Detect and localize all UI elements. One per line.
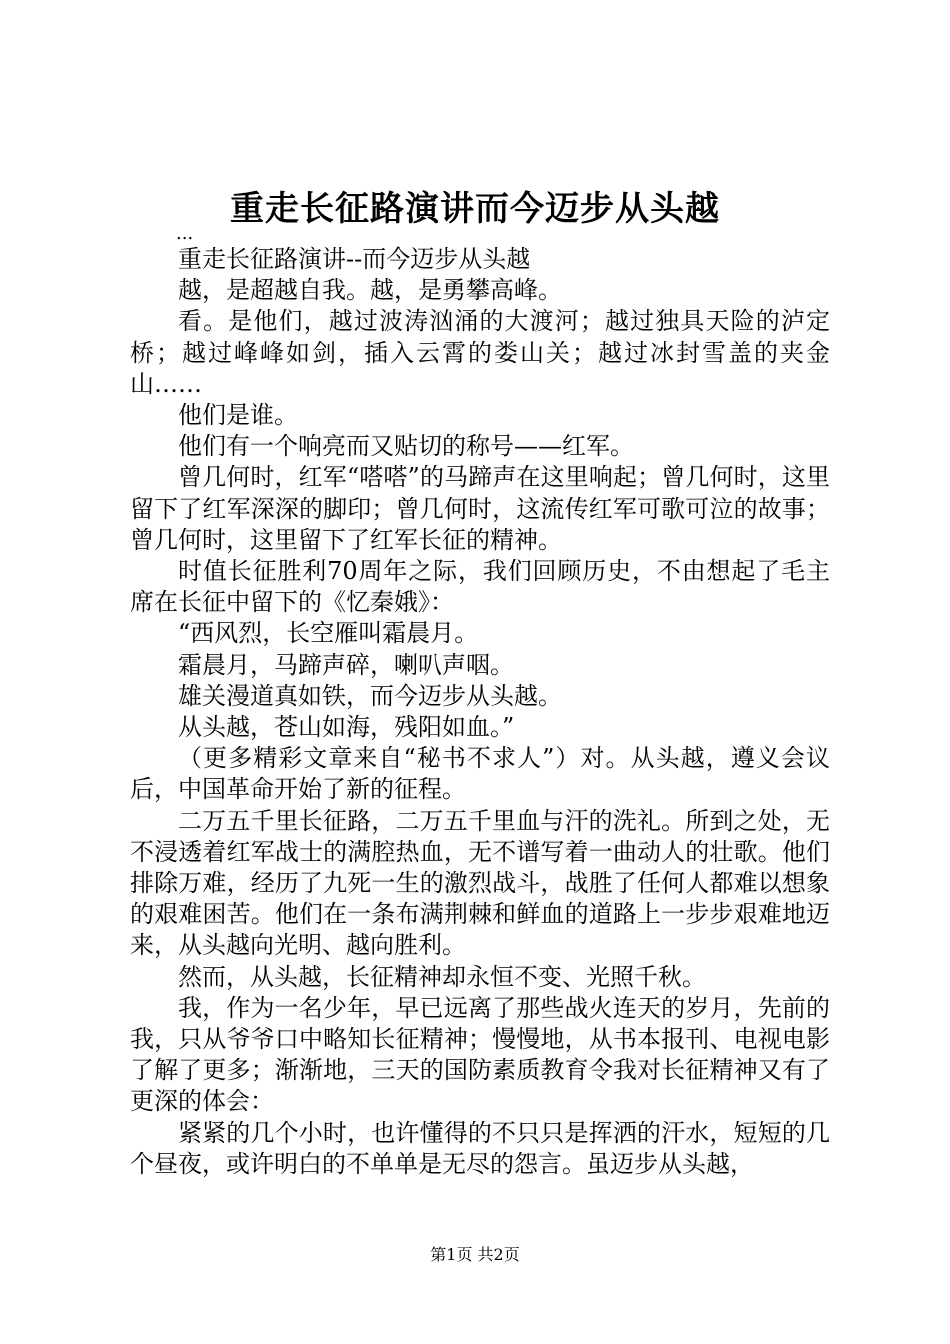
document-body: [130, 224, 830, 1180]
paragraph: 他们有一个响亮而又贴切的称号——红军。: [178, 432, 634, 461]
document-title: 重走长征路演讲而今迈步从头越: [230, 189, 720, 229]
paragraph: 重走长征路演讲--而今迈步从头越: [178, 245, 531, 273]
poem-line: “西风烈，长空雁叫霜晨月。: [178, 619, 479, 648]
paragraph: 曾几何时，红军“嗒嗒”的马蹄声在这里响起；曾几何时，这里留下了红军深深的脚印；曾几何时，这流传红军可歌可泣的故事；曾几何时，这里留下了红军长征的精神。: [130, 463, 830, 554]
poem-line: 霜晨月，马蹄声碎，喇叭声咽。: [178, 650, 514, 679]
paragraph: 二万五千里长征路，二万五千里血与汗的洗礼。所到之处，无不浸透着红军战士的满腔热血，无不谱写着一曲动人的壮歌。他们排除万难，经历了九死一生的激烈战斗，战胜了任何人都难以想象的艰难困苦。他们在一条布满荆棘和鲜血的道路上一步步艰难地迈来，从头越向光明、越向胜利。: [130, 806, 830, 960]
page-number-footer: 第1页 共2页: [430, 1245, 520, 1264]
ellipsis-line: ...: [176, 223, 194, 244]
paragraph: 然而，从头越，长征精神却永恒不变、光照千秋。: [178, 962, 706, 991]
paragraph: 我，作为一名少年，早已远离了那些战火连天的岁月，先前的我，只从爷爷口中略知长征精神；慢慢地，从书本报刊、电视电影了解了更多；渐渐地，三天的国防素质教育令我对长征精神又有了更深的体会：: [130, 993, 830, 1116]
poem-line: 从头越，苍山如海，残阳如血。”: [178, 713, 515, 742]
paragraph: 看。是他们，越过波涛汹涌的大渡河；越过独具天险的泸定桥；越过峰峰如剑，插入云霄的娄山关；越过冰封雪盖的夹金山……: [130, 307, 830, 398]
paragraph: 紧紧的几个小时，也许懂得的不只只是挥洒的汗水，短短的几个昼夜，或许明白的不单单是无尽的怨言。虽迈步从头越，: [130, 1118, 830, 1178]
paragraph: （更多精彩文章来自“秘书不求人”）对。从头越，遵义会议后，中国革命开始了新的征程。: [130, 744, 830, 804]
paragraph: 他们是谁。: [178, 401, 298, 430]
paragraph: 时值长征胜利70周年之际，我们回顾历史，不由想起了毛主席在长征中留下的《忆秦娥》：: [130, 557, 830, 617]
paragraph: 越，是超越自我。越，是勇攀高峰。: [178, 276, 562, 305]
poem-line: 雄关漫道真如铁，而今迈步从头越。: [178, 681, 562, 710]
